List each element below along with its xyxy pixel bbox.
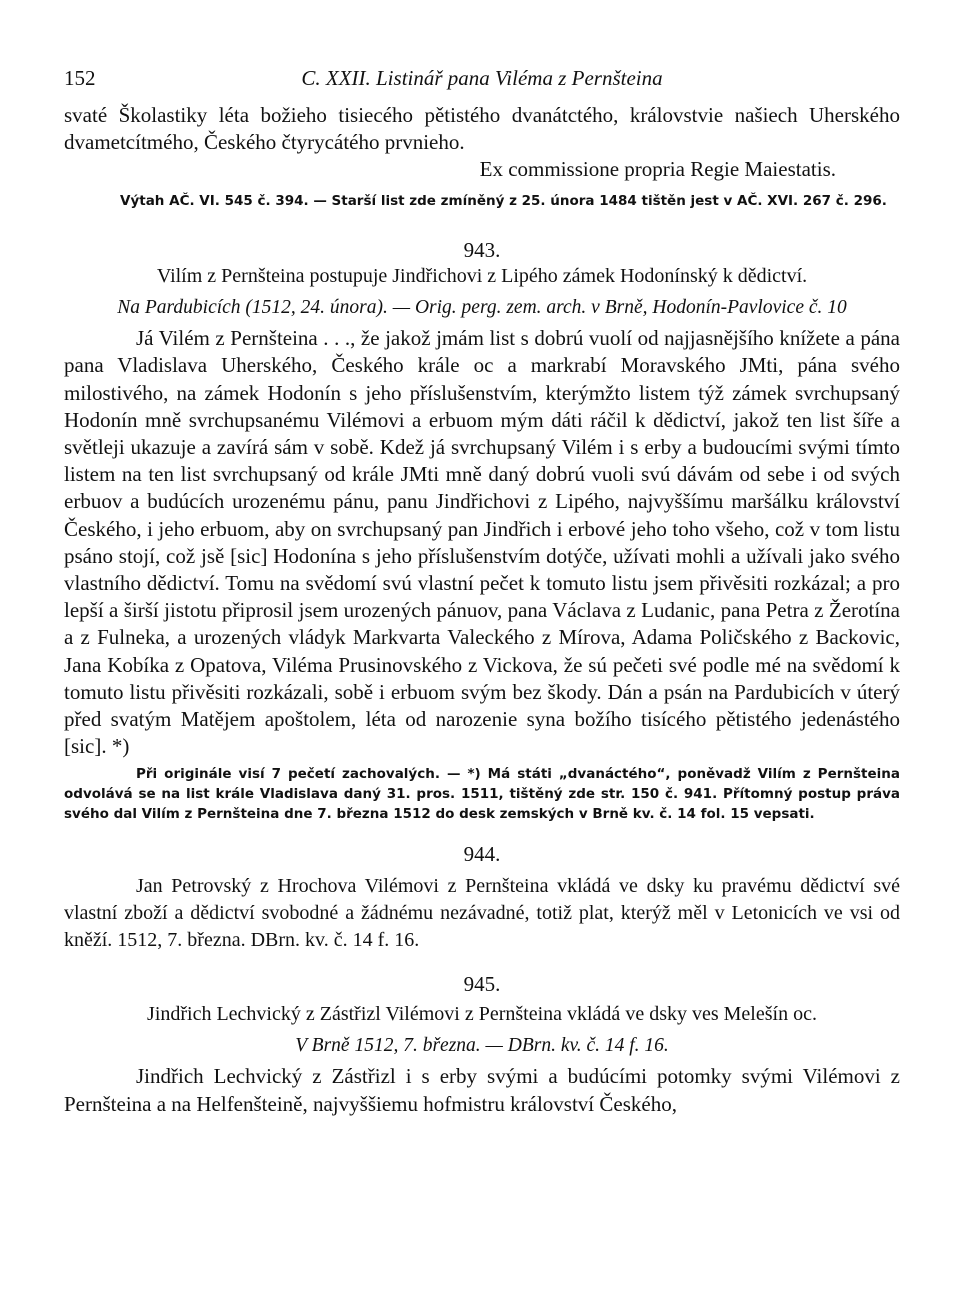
dating-943: Na Pardubicích (1512, 24. února). — Orig. perg. zem. arch. v Brně, Hodonín-Pavlovice č. 10 [117,297,847,319]
continued-text: svaté Školastiky léta božieho tisiecého pětistého dvanátctého, královstvie našiech Uherského dvametcítmého, Českého čtyrycátého prvnieho. [64,103,900,155]
regest-943: Vilím z Pernšteina postupuje Jindřichovi z Lipého zámek Hodonínský k dědictví. [156,265,808,288]
page-number: 152 [64,66,96,90]
source-note-942: Výtah AČ. VI. 545 č. 394. — Starší list zde zmíněný z 25. února 1484 tištěn jest v AČ. XVI. 267 č. 296. [120,192,887,209]
regest-944: Jan Petrovský z Hrochova Vilémovi z Pernšteina vkládá ve dsky ku pravému dědictví své vlastní zboží a dědictví svobodné a žádnému nezávadné, totiž plat, kterýž měl v Letonicích ve vsi od kněží. 1512, 7. března. DBrn. kv. č. 14 f. 16. [64,875,900,952]
running-head: C. XXII. Listinář pana Viléma z Pernšteina [301,66,663,90]
regest-945: Jindřich Lechvický z Zástřizl Vilémovi z Pernšteina vkládá ve dsky ves Melešín oc. [147,1003,817,1026]
document-page [64,60,900,1118]
chancery-note: Ex commissione propria Regie Maiestatis. [479,157,836,182]
body-943: Já Vilém z Pernšteina . . ., že jakož jmám list s dobrú vuolí od najjasnějšího knížete a pána pana Vladislava Uherského, Českého krále oc a markrabí Moravského JMti, pána svého milostivého, na zámek Hodonín s jeho příslušenstvím, kterýmžto listem týž zámek svrchupsaný Hodonín mně svrchupsanému Vilémovi a erbuom mým dáti ráčil k dědictví, jakož ten list šíře a světleji ukazuje a zavírá sám v sobě. Kdež já svrchupsaný Vilém i s erby a budoucími svými tímto listem na ten list svrchupsaný od krále JMti mně daný dobrú vuoli svú dávám od sebe i od svých erbuov a budúcích urozenému pánu, panu Jindřichovi z Lipého, najvyššímu maršálku království Českého, i jeho erbuom, aby on svrchupsaný pan Jindřich i erbové jeho toho všeho, což v tom listu psáno stojí, což jsě [sic] Hodonína s jeho příslušenstvím dotýče, užívati mohli a užívali jako svého vlastního dědictví. Tomu na svědomí svú vlastní pečet k tomuto listu jsem přivěsiti rozkázal; a pro lepší a širší jistotu připrosil jsem urozených pánuov, pana Václava z Ludanic, pana Petra z Žerotína a z Fulneka, a urozených vládyk Markvarta Valeckého z Mírova, Adama Poličského z Backovic, Jana Kobíka z Opatova, Viléma Prusinovského z Vickova, že sú pečeti své podle mé na svědomí k tomuto listu přivěsiti rozkázali, sobě i erbuom svým bez škody. Dán a psán na Pardubicích v úterý před svatým Matějem apoštolem, léta od narozenie syna božího tisícého pětistého jedenástého [sic]. *) [64,326,900,759]
document-number-944: 944. [463,842,501,867]
page-header [64,60,900,100]
document-number-943: 943. [463,238,501,263]
body-945: Jindřich Lechvický z Zástřizl i s erby svými a budúcími potomky svými Vilémovi z Pernšteina a na Helfenšteině, najvyššiemu hofmistru království Českého, [64,1064,900,1116]
dating-945: V Brně 1512, 7. března. — DBrn. kv. č. 14 f. 16. [295,1035,669,1057]
document-number-945: 945. [463,972,501,997]
notes-943: Při originále visí 7 pečetí zachovalých. — *) Má státi „dvanáctého“, poněvadž Vilím z Pernšteina odvolává se na list krále Vladislava daný 31. pros. 1511, tištěný zde str. 150 č. 941. Přítomný postup práva svého dal Vilím z Pernšteina dne 7. března 1512 do desk zemských v Brně kv. č. 14 fol. 15 vepsati. [64,766,900,823]
